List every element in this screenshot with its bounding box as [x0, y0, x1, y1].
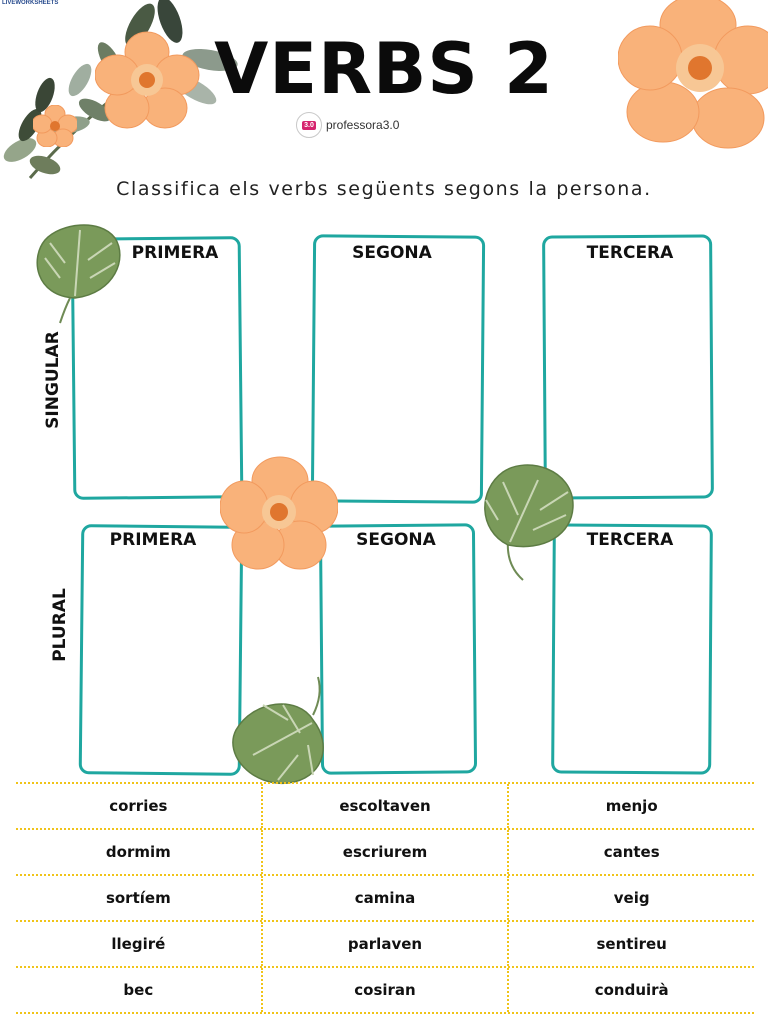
- flower-icon: [220, 455, 338, 570]
- verb-word[interactable]: escriurem: [261, 830, 508, 874]
- verb-word[interactable]: bec: [123, 981, 154, 999]
- verb-word[interactable]: cosiran: [261, 968, 508, 1012]
- row-label-singular: SINGULAR: [43, 331, 63, 429]
- word-table: [16, 782, 754, 1014]
- brand-logo-text: 3.0: [304, 121, 314, 129]
- answer-box-plural-primera[interactable]: [79, 524, 244, 776]
- box-label-plural-segona: SEGONA: [356, 530, 436, 550]
- verb-word[interactable]: conduirà: [507, 968, 754, 1012]
- table-row: [16, 922, 754, 968]
- verb-word[interactable]: llegiré: [111, 935, 166, 953]
- flower-icon: [33, 105, 77, 147]
- table-row: [16, 830, 754, 876]
- monstera-leaf-icon: [30, 218, 125, 330]
- verb-word[interactable]: corries: [109, 797, 168, 815]
- verb-word[interactable]: veig: [507, 876, 754, 920]
- verb-word[interactable]: escoltaven: [261, 784, 508, 828]
- brand-logo: [296, 112, 322, 138]
- brand: [296, 112, 399, 138]
- answer-box-plural-segona[interactable]: [319, 523, 477, 774]
- box-label-singular-primera: PRIMERA: [131, 243, 219, 263]
- verb-word[interactable]: cantes: [507, 830, 754, 874]
- table-row: [16, 876, 754, 922]
- verb-word[interactable]: dormim: [105, 843, 171, 861]
- table-row: [16, 784, 754, 830]
- box-label-plural-primera: PRIMERA: [109, 530, 197, 550]
- row-label-plural: PLURAL: [50, 588, 70, 662]
- verb-word[interactable]: sortíem: [105, 889, 171, 907]
- page-title: VERBS 2: [214, 28, 554, 110]
- monstera-leaf-icon: [228, 675, 336, 790]
- table-row: [16, 968, 754, 1014]
- corner-tag: LIVEWORKSHEETS: [2, 0, 59, 6]
- verb-word[interactable]: camina: [261, 876, 508, 920]
- box-label-singular-segona: SEGONA: [352, 243, 432, 263]
- monstera-leaf-icon: [478, 460, 578, 585]
- brand-name: professora3.0: [326, 118, 400, 132]
- verb-word[interactable]: sentireu: [507, 922, 754, 966]
- verb-word[interactable]: menjo: [507, 784, 754, 828]
- verb-word[interactable]: parlaven: [261, 922, 508, 966]
- box-label-plural-tercera: TERCERA: [586, 530, 674, 550]
- instruction: Classifica els verbs següents segons la persona.: [116, 178, 652, 200]
- box-label-singular-tercera: TERCERA: [586, 243, 674, 263]
